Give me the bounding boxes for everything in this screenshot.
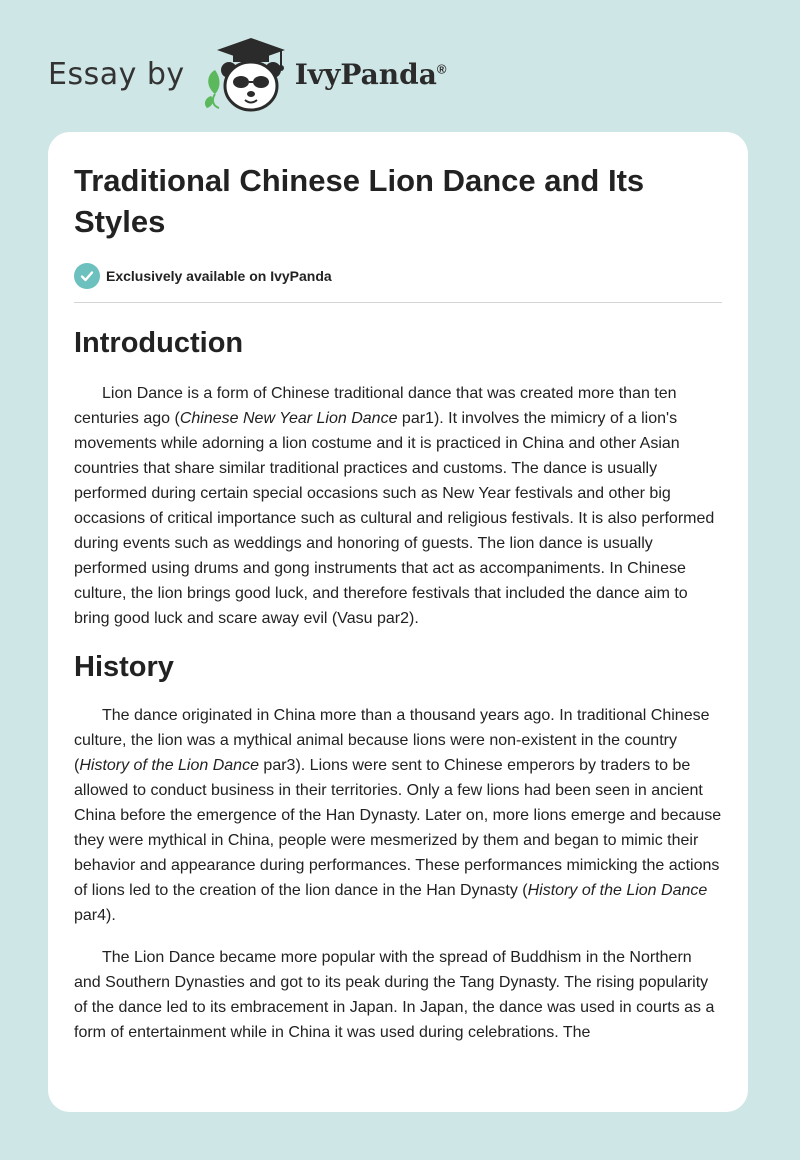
exclusive-label: Exclusively available on IvyPanda <box>106 268 332 284</box>
essay-card <box>48 132 748 1112</box>
essay-by-label: Essay by <box>48 56 185 92</box>
panda-logo-icon[interactable] <box>201 34 293 114</box>
essay-title: Traditional Chinese Lion Dance and Its Styles <box>74 163 645 239</box>
brand-name[interactable]: IvyPanda® <box>294 57 447 91</box>
divider <box>74 302 722 303</box>
paragraph-history-1: The dance originated in China more than a thousand years ago. In traditional Chinese culture, the lion was a mythical animal because lions were non-existent in the country (History of the Lion Dance par3). Lions were sent to Chinese emperors by traders to be allowed to conduct business in their territories. Only a few lions had been seen in ancient China before the emergence of the Han Dynasty. Later on, more lions emerge and because they were mythical in China, people were mesmerized by them and began to mimic their behavior and appearance during performances. These performances mimicking the actions of lions led to the creation of the lion dance in the Han Dynasty (History of the Lion Dance par4). <box>74 707 722 924</box>
check-circle-icon <box>74 263 100 289</box>
exclusive-badge <box>74 262 722 290</box>
site-header <box>48 34 446 114</box>
section-heading-history: History <box>74 651 174 683</box>
paragraph-history-2: The Lion Dance became more popular with the spread of Buddhism in the Northern and Southern Dynasties and got to its peak during the Tang Dynasty. The rising popularity of the dance led to its embracement in Japan. In Japan, the dance was used in courts as a form of entertainment while in China it was used during celebrations. The <box>74 949 715 1041</box>
leaf-icon <box>205 70 220 108</box>
section-heading-introduction: Introduction <box>74 327 244 359</box>
paragraph-introduction: Lion Dance is a form of Chinese traditional dance that was created more than ten centuries ago (Chinese New Year Lion Dance par1). It involves the mimicry of a lion's movements while adorning a lion costume and it is practiced in China and other Asian countries that share similar traditional practices and customs. The dance is usually performed during certain special occasions such as New Year festivals and other big occasions of critical importance such as cultural and religious festivals. It is also performed during events such as weddings and honoring of guests. The lion dance is usually performed using drums and gong instruments that act as accompaniments. In Chinese culture, the lion brings good luck, and therefore festivals that included the dance aim to bring good luck and scare away evil (Vasu par2). <box>74 385 715 627</box>
